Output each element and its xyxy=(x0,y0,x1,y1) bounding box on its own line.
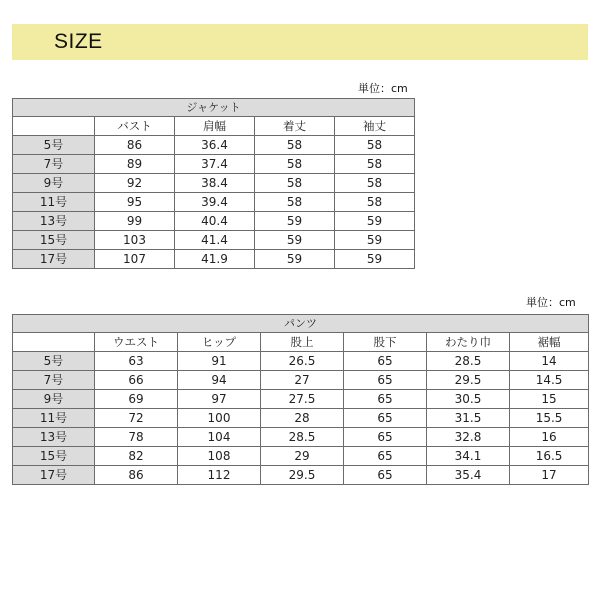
measurement-cell: 86 xyxy=(95,466,178,485)
table-row xyxy=(13,409,589,428)
table-row xyxy=(13,212,415,231)
pants-unit-label: 単位：cm xyxy=(526,296,576,309)
measurement-cell: 104 xyxy=(178,428,261,447)
pants-column-header: 股下 xyxy=(344,333,427,352)
size-label: 15号 xyxy=(13,231,95,250)
jacket-column-header: バスト xyxy=(95,117,175,136)
measurement-cell: 78 xyxy=(95,428,178,447)
jacket-column-header: 袖丈 xyxy=(335,117,415,136)
measurement-cell: 26.5 xyxy=(261,352,344,371)
measurement-cell: 28.5 xyxy=(427,352,510,371)
size-label: 7号 xyxy=(13,155,95,174)
measurement-cell: 16 xyxy=(510,428,589,447)
measurement-cell: 14 xyxy=(510,352,589,371)
table-row xyxy=(13,174,415,193)
measurement-cell: 66 xyxy=(95,371,178,390)
measurement-cell: 82 xyxy=(95,447,178,466)
table-row xyxy=(13,352,589,371)
jacket-column-header: 肩幅 xyxy=(175,117,255,136)
measurement-cell: 86 xyxy=(95,136,175,155)
measurement-cell: 59 xyxy=(335,250,415,269)
measurement-cell: 41.9 xyxy=(175,250,255,269)
pants-column-header: ヒップ xyxy=(178,333,261,352)
size-label: 17号 xyxy=(13,466,95,485)
measurement-cell: 108 xyxy=(178,447,261,466)
measurement-cell: 36.4 xyxy=(175,136,255,155)
jacket-table-header: ジャケット xyxy=(13,99,415,117)
pants-size-table xyxy=(12,314,589,485)
jacket-size-table xyxy=(12,98,415,269)
size-label: 7号 xyxy=(13,371,95,390)
measurement-cell: 107 xyxy=(95,250,175,269)
measurement-cell: 17 xyxy=(510,466,589,485)
page-title: SIZE xyxy=(54,30,103,53)
table-row xyxy=(13,428,589,447)
size-label: 13号 xyxy=(13,428,95,447)
measurement-cell: 59 xyxy=(335,212,415,231)
size-label: 9号 xyxy=(13,174,95,193)
measurement-cell: 16.5 xyxy=(510,447,589,466)
measurement-cell: 28.5 xyxy=(261,428,344,447)
size-label: 9号 xyxy=(13,390,95,409)
measurement-cell: 38.4 xyxy=(175,174,255,193)
pants-column-header: ウエスト xyxy=(95,333,178,352)
measurement-cell: 15 xyxy=(510,390,589,409)
measurement-cell: 59 xyxy=(255,212,335,231)
measurement-cell: 58 xyxy=(255,193,335,212)
size-label: 5号 xyxy=(13,136,95,155)
measurement-cell: 58 xyxy=(335,174,415,193)
measurement-cell: 65 xyxy=(344,371,427,390)
measurement-cell: 59 xyxy=(255,250,335,269)
measurement-cell: 95 xyxy=(95,193,175,212)
size-label: 15号 xyxy=(13,447,95,466)
measurement-cell: 58 xyxy=(335,136,415,155)
pants-column-header: わたり巾 xyxy=(427,333,510,352)
measurement-cell: 99 xyxy=(95,212,175,231)
measurement-cell: 41.4 xyxy=(175,231,255,250)
size-label: 17号 xyxy=(13,250,95,269)
table-row xyxy=(13,231,415,250)
measurement-cell: 63 xyxy=(95,352,178,371)
measurement-cell: 65 xyxy=(344,466,427,485)
measurement-cell: 14.5 xyxy=(510,371,589,390)
measurement-cell: 94 xyxy=(178,371,261,390)
measurement-cell: 69 xyxy=(95,390,178,409)
measurement-cell: 37.4 xyxy=(175,155,255,174)
measurement-cell: 65 xyxy=(344,447,427,466)
size-label: 13号 xyxy=(13,212,95,231)
measurement-cell: 35.4 xyxy=(427,466,510,485)
measurement-cell: 58 xyxy=(335,193,415,212)
measurement-cell: 65 xyxy=(344,409,427,428)
table-row xyxy=(13,371,589,390)
measurement-cell: 59 xyxy=(255,231,335,250)
measurement-cell: 58 xyxy=(255,155,335,174)
measurement-cell: 27.5 xyxy=(261,390,344,409)
pants-corner-cell xyxy=(13,333,95,352)
table-row xyxy=(13,250,415,269)
measurement-cell: 28 xyxy=(261,409,344,428)
title-banner xyxy=(12,24,588,60)
table-row xyxy=(13,390,589,409)
measurement-cell: 58 xyxy=(255,174,335,193)
measurement-cell: 29.5 xyxy=(261,466,344,485)
measurement-cell: 59 xyxy=(335,231,415,250)
measurement-cell: 100 xyxy=(178,409,261,428)
measurement-cell: 40.4 xyxy=(175,212,255,231)
size-label: 11号 xyxy=(13,409,95,428)
measurement-cell: 34.1 xyxy=(427,447,510,466)
measurement-cell: 65 xyxy=(344,428,427,447)
table-row xyxy=(13,466,589,485)
measurement-cell: 103 xyxy=(95,231,175,250)
jacket-corner-cell xyxy=(13,117,95,136)
jacket-unit-label: 単位：cm xyxy=(358,82,408,95)
size-label: 5号 xyxy=(13,352,95,371)
table-row xyxy=(13,136,415,155)
measurement-cell: 97 xyxy=(178,390,261,409)
measurement-cell: 15.5 xyxy=(510,409,589,428)
table-row xyxy=(13,155,415,174)
measurement-cell: 65 xyxy=(344,352,427,371)
jacket-column-header-row xyxy=(13,117,415,136)
pants-column-header: 裾幅 xyxy=(510,333,589,352)
measurement-cell: 31.5 xyxy=(427,409,510,428)
size-label: 11号 xyxy=(13,193,95,212)
measurement-cell: 39.4 xyxy=(175,193,255,212)
measurement-cell: 58 xyxy=(255,136,335,155)
measurement-cell: 89 xyxy=(95,155,175,174)
measurement-cell: 72 xyxy=(95,409,178,428)
measurement-cell: 65 xyxy=(344,390,427,409)
measurement-cell: 58 xyxy=(335,155,415,174)
pants-column-header-row xyxy=(13,333,589,352)
measurement-cell: 27 xyxy=(261,371,344,390)
table-row xyxy=(13,447,589,466)
measurement-cell: 91 xyxy=(178,352,261,371)
measurement-cell: 32.8 xyxy=(427,428,510,447)
measurement-cell: 29.5 xyxy=(427,371,510,390)
table-row xyxy=(13,193,415,212)
measurement-cell: 92 xyxy=(95,174,175,193)
pants-table-header: パンツ xyxy=(13,315,589,333)
measurement-cell: 112 xyxy=(178,466,261,485)
pants-column-header: 股上 xyxy=(261,333,344,352)
measurement-cell: 30.5 xyxy=(427,390,510,409)
measurement-cell: 29 xyxy=(261,447,344,466)
jacket-column-header: 着丈 xyxy=(255,117,335,136)
